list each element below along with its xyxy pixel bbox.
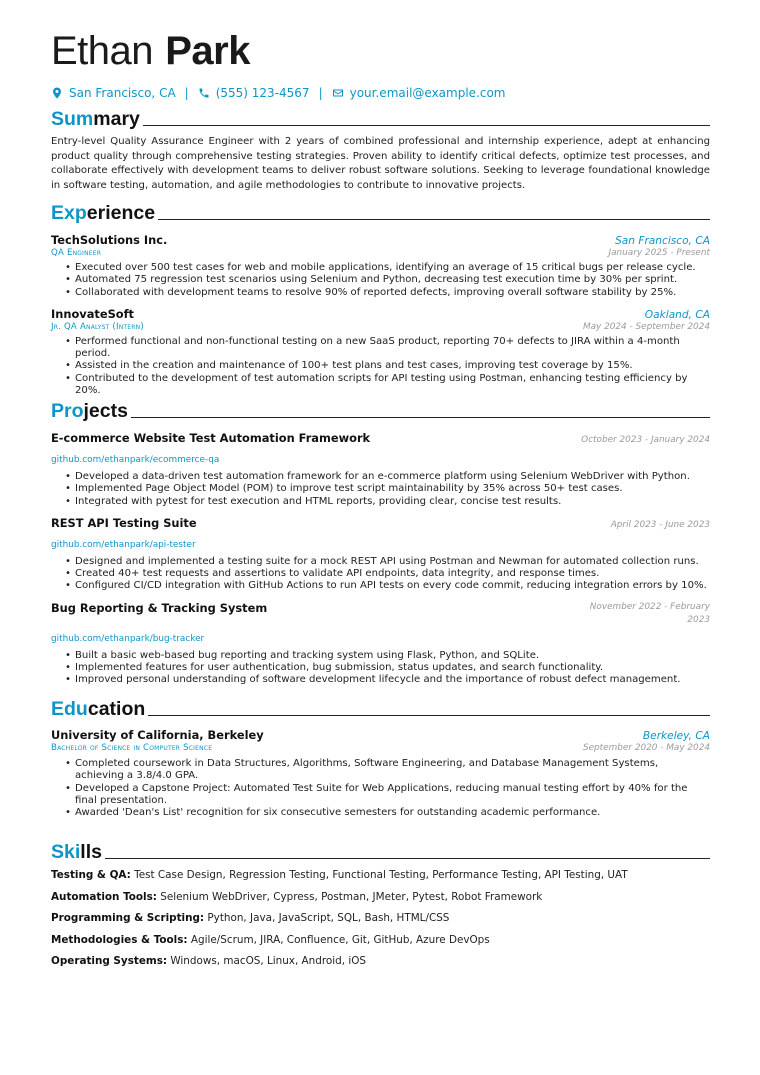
skill-row: [51, 955, 710, 968]
degree: Bachelor of Science in Computer Science: [51, 743, 213, 753]
company-name: InnovateSoft: [51, 306, 134, 321]
skill-row: [51, 891, 710, 904]
list-item: • Created 40+ test requests and assertions to validate API endpoints, data integrity, and response times.: [65, 568, 710, 580]
list-item: • Assisted in the creation and maintenance of 100+ test plans and test cases, improving test coverage by 15%.: [65, 360, 710, 372]
contact-email[interactable]: [332, 86, 506, 100]
project-entry: [51, 431, 710, 508]
list-item: • Configured CI/CD integration with GitHub Actions to run API tests on every code commit, reducing integration errors by 10%.: [65, 580, 710, 592]
list-item: • Implemented features for user authentication, bug submission, status updates, and search functionality.: [65, 662, 710, 674]
experience-entry: [51, 307, 710, 397]
education-entry: [51, 728, 710, 819]
section-heading-skills: [51, 841, 710, 863]
project-dates: April 2023 - June 2023: [610, 519, 710, 530]
skill-label: Operating Systems:: [51, 955, 168, 967]
school-name: University of California, Berkeley: [51, 728, 264, 742]
company-name: TechSolutions Inc.: [51, 233, 168, 247]
list-item: • Performed functional and non-functional testing on a new SaaS product, reporting 70+ defects to JIRA within a 4-month period.: [65, 336, 710, 361]
section-title: Experience: [51, 202, 156, 224]
section-title: Skills: [51, 841, 102, 863]
job-bullets: [65, 336, 710, 397]
section-divider: [143, 125, 710, 126]
project-bullets: [65, 650, 710, 687]
project-name: E-commerce Website Test Automation Framework: [51, 431, 371, 445]
list-item: • Collaborated with development teams to resolve 90% of reported defects, improving overall software stability by 25%.: [65, 287, 710, 299]
list-item: • Executed over 500 test cases for web and mobile applications, identifying an average of 15 critical bugs per release cycle.: [65, 262, 710, 274]
school-location: Berkeley, CA: [642, 730, 710, 742]
contact-location: [51, 86, 176, 100]
job-location: Oakland, CA: [644, 308, 710, 321]
education-bullets: [65, 758, 710, 819]
project-link[interactable]: github.com/ethanpark/api-tester: [51, 539, 196, 550]
phone-icon: [198, 87, 210, 99]
project-bullets: [65, 556, 710, 593]
skill-value: Agile/Scrum, JIRA, Confluence, Git, GitHub, Azure DevOps: [190, 933, 490, 946]
project-dates: October 2023 - January 2024: [581, 435, 710, 445]
resume-page: [51, 28, 710, 967]
list-item: • Integrated with pytest for test execution and HTML reports, providing clear, concise test results.: [65, 496, 710, 508]
job-location: San Francisco, CA: [615, 235, 710, 247]
contact-separator: |: [318, 86, 323, 100]
skill-row: [51, 869, 710, 882]
projects-section: [51, 400, 710, 687]
section-divider: [148, 715, 710, 716]
phone-text: (555) 123-4567: [215, 86, 310, 100]
envelope-icon: [332, 87, 344, 99]
project-entry: [51, 516, 710, 593]
skill-value: Test Case Design, Regression Testing, Functional Testing, Performance Testing, API Testing, UAT: [134, 869, 628, 881]
job-role: Jr. QA Analyst (Intern): [51, 321, 144, 332]
contact-line: [51, 85, 710, 101]
skill-label: Automation Tools:: [51, 890, 157, 903]
experience-section: [51, 202, 710, 397]
section-heading-projects: [51, 400, 710, 422]
list-item: • Awarded 'Dean's List' recognition for six consecutive semesters for outstanding academic performance.: [65, 807, 710, 819]
skills-list: [51, 869, 710, 968]
skill-value: Python, Java, JavaScript, SQL, Bash, HTML/CSS: [207, 912, 450, 924]
contact-separator: |: [184, 86, 189, 100]
list-item: • Built a basic web-based bug reporting and tracking system using Flask, Python, and SQLite.: [65, 650, 710, 662]
section-title: Projects: [51, 400, 128, 422]
section-divider: [105, 858, 710, 859]
section-title: Education: [51, 698, 146, 720]
list-item: • Developed a data-driven test automation framework for an e-commerce platform using Selenium WebDriver with Python.: [65, 471, 710, 483]
project-link[interactable]: github.com/ethanpark/ecommerce-qa: [51, 455, 220, 465]
section-divider: [131, 417, 710, 418]
list-item: • Improved personal understanding of software development lifecycle and the importance of robust defect management.: [65, 674, 710, 686]
job-bullets: [65, 262, 710, 299]
list-item: • Contributed to the development of test automation scripts for API testing using Postman, enhancing testing efficiency by 20%.: [65, 373, 710, 398]
location-text: San Francisco, CA: [69, 86, 176, 100]
job-dates: January 2025 - Present: [608, 248, 710, 258]
job-dates: May 2024 - September 2024: [582, 321, 710, 332]
email-text: your.email@example.com: [349, 86, 506, 100]
section-heading-education: [51, 698, 710, 720]
summary-text: Entry-level Quality Assurance Engineer with 2 years of combined professional and internship experience, adept at enhancing product quality through comprehensive testing strategies. Proven ability to identify critical defects, optimize test processes, and collaborate effectively with development teams to deliver robust software solutions. Seeking to leverage foundational knowledge in software testing, automation, and agile methodologies to contribute to innovative projects.: [51, 136, 710, 191]
skill-value: Selenium WebDriver, Cypress, Postman, JMeter, Pytest, Robot Framework: [160, 890, 543, 903]
section-heading-experience: [51, 202, 710, 224]
job-role: QA Engineer: [51, 248, 102, 258]
skill-row: [51, 912, 710, 925]
list-item: • Completed coursework in Data Structures, Algorithms, Software Engineering, and Database Management Systems, achieving a 3.8/4.0 GPA.: [65, 758, 710, 783]
project-link[interactable]: github.com/ethanpark/bug-tracker: [51, 633, 205, 644]
project-bullets: [65, 471, 710, 508]
skill-value: Windows, macOS, Linux, Android, iOS: [170, 955, 366, 967]
education-section: [51, 698, 710, 819]
section-divider: [158, 219, 710, 220]
first-name: Ethan: [51, 29, 154, 73]
skill-label: Testing & QA:: [51, 869, 131, 881]
project-entry: [51, 601, 710, 687]
section-heading-summary: [51, 108, 710, 130]
project-dates: November 2022 - February 2023: [589, 601, 710, 625]
map-pin-icon: [51, 87, 63, 99]
skill-row: [51, 934, 710, 947]
list-item: • Implemented Page Object Model (POM) to improve test script maintainability by 35% across 50+ test cases.: [65, 483, 710, 495]
project-name: Bug Reporting & Tracking System: [51, 600, 268, 615]
candidate-name: [51, 28, 710, 74]
summary-section: [51, 108, 710, 193]
last-name: Park: [165, 29, 250, 73]
education-dates: September 2020 - May 2024: [582, 743, 710, 753]
skill-label: Programming & Scripting:: [51, 912, 205, 924]
skill-label: Methodologies & Tools:: [51, 933, 188, 946]
section-title: Summary: [51, 108, 140, 130]
list-item: • Automated 75 regression test scenarios using Selenium and Python, decreasing test execution time by 30% per sprint.: [65, 274, 710, 286]
experience-entry: [51, 233, 710, 299]
contact-phone[interactable]: [198, 86, 310, 100]
project-name: REST API Testing Suite: [51, 515, 197, 530]
list-item: • Designed and implemented a testing suite for a mock REST API using Postman and Newman for automated collection runs.: [65, 556, 710, 568]
skills-section: [51, 841, 710, 968]
list-item: • Developed a Capstone Project: Automated Test Suite for Web Applications, reducing manual testing effort by 40% for the final presentation.: [65, 783, 710, 808]
